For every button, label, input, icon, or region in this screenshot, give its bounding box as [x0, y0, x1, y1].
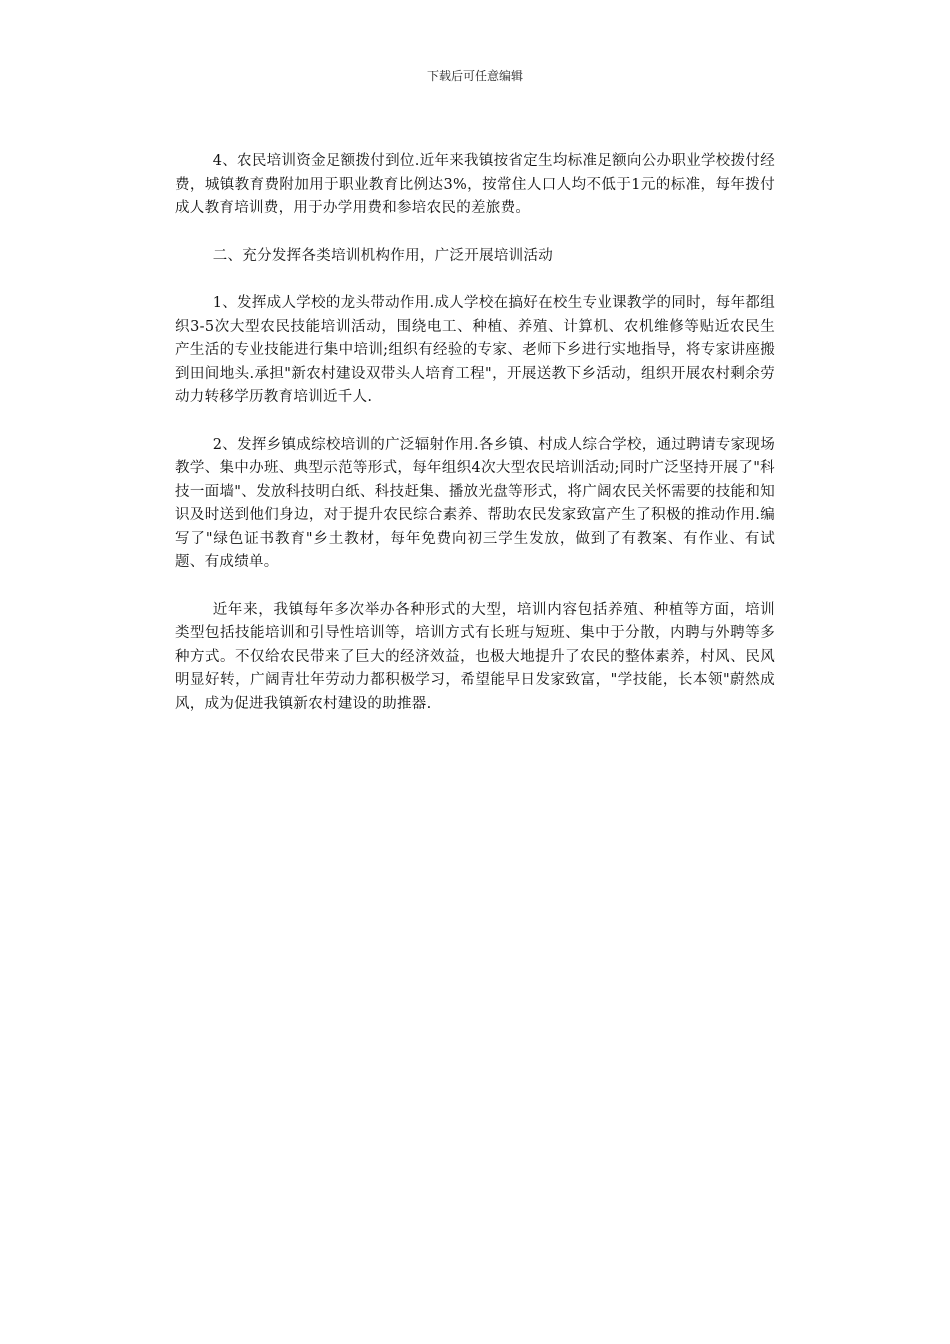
- page-header: 下载后可任意编辑: [426, 69, 523, 83]
- section-heading: 二、充分发挥各类培训机构作用，广泛开展培训活动: [212, 247, 554, 264]
- paragraph-funding: 4、农民培训资金足额拨付到位.近年来我镇按省定生均标准足额向公办职业学校拨付经费，城镇教育费附加用于职业教育比例达3%，按常住人口人均不低于1元的标准，每年拨付成人教育培训费，用于办学用费和参培农民的差旅费。: [175, 153, 775, 216]
- paragraph-township-school: 2、发挥乡镇成综校培训的广泛辐射作用.各乡镇、村成人综合学校，通过聘请专家现场教学、集中办班、典型示范等形式，每年组织4次大型农民培训活动;同时广泛坚持开展了"科技一面墙"、发放科技明白纸、科技赶集、播放光盘等形式，将广阔农民关怀需要的技能和知识及时送到他们身边，对于提升农民综合素养、帮助农民发家致富产生了积极的推动作用.编写了"绿色证书教育"乡土教材，每年免费向初三学生发放，做到了有教案、有作业、有试题、有成绩单。: [175, 436, 775, 570]
- document-body: [175, 150, 775, 740]
- paragraph-adult-school: 1、发挥成人学校的龙头带动作用.成人学校在搞好在校生专业课教学的同时，每年都组织3-5次大型农民技能培训活动，围绕电工、种植、养殖、计算机、农机维修等贴近农民生产生活的专业技能进行集中培训;组织有经验的专家、老师下乡进行实地指导，将专家讲座搬到田间地头.承担"新农村建设双带头人培育工程"，开展送教下乡活动，组织开展农村剩余劳动力转移学历教育培训近千人.: [175, 295, 775, 405]
- paragraph-summary: 近年来，我镇每年多次举办各种形式的大型，培训内容包括养殖、种植等方面，培训类型包括技能培训和引导性培训等，培训方式有长班与短班、集中于分散，内聘与外聘等多种方式。不仅给农民带来了巨大的经济效益，也极大地提升了农民的整体素养，村风、民风明显好转，广阔青壮年劳动力都积极学习，希望能早日发家致富，"学技能，长本领"蔚然成风，成为促进我镇新农村建设的助推器.: [175, 601, 775, 712]
